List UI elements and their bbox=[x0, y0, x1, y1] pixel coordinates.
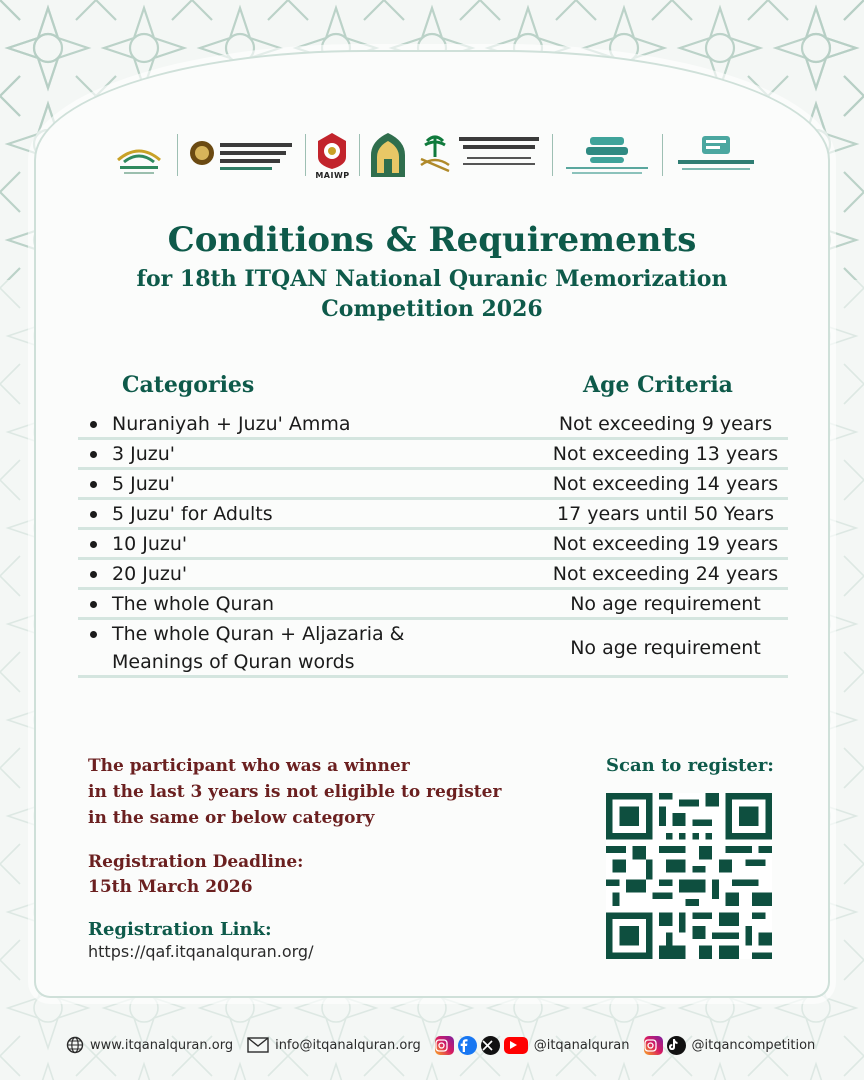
deadline-date: 15th March 2026 bbox=[88, 877, 253, 897]
subtitle-line: Competition 2026 bbox=[321, 296, 543, 322]
footer-contacts bbox=[66, 1032, 816, 1058]
category-cell: 5 Juzu' bbox=[78, 470, 543, 498]
footer-social-itqancompetition[interactable] bbox=[644, 1036, 816, 1055]
logo-divider bbox=[305, 134, 306, 176]
category-cell: The whole Quran bbox=[78, 590, 543, 618]
table-row bbox=[78, 620, 788, 678]
footer-website[interactable] bbox=[66, 1036, 233, 1054]
category-line: The whole Quran + Aljazaria & bbox=[112, 622, 405, 645]
deadline-label: Registration Deadline: bbox=[88, 852, 304, 872]
quran-printing-logo bbox=[562, 127, 652, 183]
age-cell: Not exceeding 13 years bbox=[552, 442, 779, 465]
age-criteria-header: Age Criteria bbox=[583, 372, 733, 398]
footer-social-itqanalquran[interactable] bbox=[435, 1036, 630, 1055]
mosque-logo bbox=[369, 127, 407, 183]
footer-email[interactable] bbox=[247, 1037, 421, 1053]
table-row bbox=[78, 470, 788, 500]
table-row bbox=[78, 560, 788, 590]
category-cell: 3 Juzu' bbox=[78, 440, 543, 468]
age-cell: Not exceeding 24 years bbox=[552, 562, 779, 585]
category-cell bbox=[78, 620, 543, 676]
table-row bbox=[78, 500, 788, 530]
logo-divider bbox=[359, 134, 360, 176]
iium-logo bbox=[188, 127, 296, 183]
registration-link-label: Registration Link: bbox=[88, 919, 272, 940]
table-row bbox=[78, 440, 788, 470]
website-text: www.itqanalquran.org bbox=[90, 1037, 234, 1053]
page-subtitle bbox=[0, 264, 864, 324]
eligibility-note bbox=[88, 753, 548, 831]
category-cell: 20 Juzu' bbox=[78, 560, 543, 588]
age-cell: Not exceeding 14 years bbox=[552, 472, 779, 495]
registration-deadline bbox=[88, 850, 303, 900]
social-handle: @itqanalquran bbox=[533, 1037, 630, 1053]
mail-icon bbox=[247, 1037, 269, 1053]
category-cell: 5 Juzu' for Adults bbox=[78, 500, 543, 528]
social-handle: @itqancompetition bbox=[691, 1037, 816, 1053]
category-cell: Nuraniyah + Juzu' Amma bbox=[78, 410, 543, 438]
globe-icon bbox=[66, 1036, 84, 1054]
page-title: Conditions & Requirements bbox=[167, 220, 697, 260]
qaf-competition-logo bbox=[672, 127, 760, 183]
x-icon[interactable] bbox=[481, 1036, 500, 1055]
logo-divider bbox=[177, 134, 178, 176]
age-cell: Not exceeding 19 years bbox=[552, 532, 779, 555]
age-cell: No age requirement bbox=[570, 592, 761, 615]
category-line: Meanings of Quran words bbox=[112, 650, 355, 673]
logo-divider bbox=[552, 134, 553, 176]
table-row bbox=[78, 590, 788, 620]
note-line: in the same or below category bbox=[88, 808, 375, 828]
category-cell: 10 Juzu' bbox=[78, 530, 543, 558]
email-text: info@itqanalquran.org bbox=[275, 1037, 421, 1053]
table-row bbox=[78, 530, 788, 560]
age-cell: Not exceeding 9 years bbox=[558, 412, 773, 435]
maiwp-logo-text: MAIWP bbox=[315, 170, 350, 180]
facebook-icon[interactable] bbox=[458, 1036, 477, 1055]
youtube-icon[interactable] bbox=[504, 1037, 528, 1054]
note-line: The participant who was a winner bbox=[88, 756, 410, 776]
age-cell: 17 years until 50 Years bbox=[556, 502, 774, 525]
note-line: in the last 3 years is not eligible to register bbox=[88, 782, 502, 802]
instagram-icon[interactable] bbox=[644, 1036, 663, 1055]
subtitle-line: for 18th ITQAN National Quranic Memorization bbox=[136, 266, 728, 292]
age-cell: No age requirement bbox=[570, 636, 761, 659]
categories-header: Categories bbox=[122, 372, 255, 398]
maiwp-logo bbox=[315, 127, 349, 183]
saudi-embassy-logo bbox=[417, 127, 543, 183]
scan-label: Scan to register: bbox=[606, 755, 774, 776]
table-row bbox=[78, 410, 788, 440]
quran-education-logo bbox=[110, 127, 168, 183]
requirements-table bbox=[78, 410, 788, 678]
logo-divider bbox=[662, 134, 663, 176]
tiktok-icon[interactable] bbox=[667, 1036, 686, 1055]
instagram-icon[interactable] bbox=[435, 1036, 454, 1055]
sponsor-logos bbox=[110, 126, 760, 184]
registration-link[interactable]: https://qaf.itqanalquran.org/ bbox=[88, 942, 314, 961]
registration-qr-code[interactable] bbox=[606, 793, 772, 959]
